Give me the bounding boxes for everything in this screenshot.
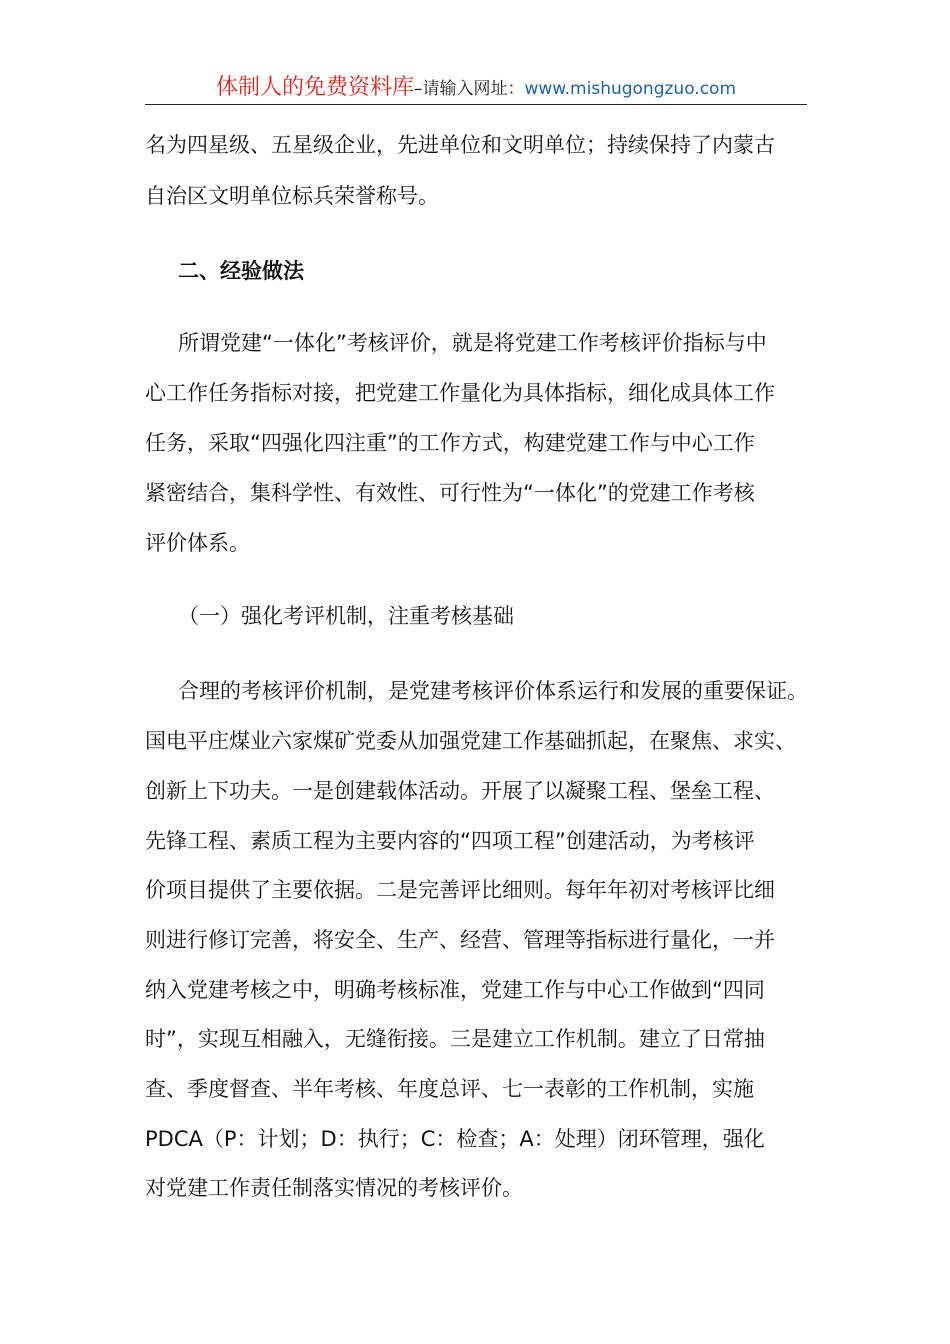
body-line: PDCA（P：计划；D：执行；C：检查；A：处理）闭环管理，强化	[145, 1127, 765, 1151]
section-heading: 二、经验做法	[178, 259, 304, 283]
body-line: 名为四星级、五星级企业，先进单位和文明单位；持续保持了内蒙古	[145, 133, 775, 157]
body-line: 查、季度督查、半年考核、年度总评、七一表彰的工作机制，实施	[145, 1077, 754, 1101]
paragraph-first-line: 合理的考核评价机制，是党建考核评价体系运行和发展的重要保证。	[178, 679, 808, 703]
header-brand: 体制人的免费资料库	[215, 75, 414, 100]
body-line: 价项目提供了主要依据。二是完善评比细则。每年年初对考核评比细	[145, 878, 775, 902]
body-line: 对党建工作责任制落实情况的考核评价。	[145, 1176, 523, 1200]
body-line: 任务，采取“四强化四注重”的工作方式，构建党建工作与中心工作	[145, 431, 755, 455]
body-line: 评价体系。	[145, 531, 250, 555]
page-header	[145, 74, 807, 105]
header-url[interactable]: www.mishugongzuo.com	[524, 79, 737, 99]
body-line: 时”，实现互相融入，无缝衔接。三是建立工作机制。建立了日常抽	[145, 1027, 765, 1051]
subsection-heading: （一）强化考评机制，注重考核基础	[178, 604, 514, 628]
body-line: 国电平庄煤业六家煤矿党委从加强党建工作基础抓起，在聚焦、求实、	[145, 729, 796, 753]
body-line: 先锋工程、素质工程为主要内容的“四项工程”创建活动，为考核评	[145, 829, 755, 853]
body-line: 则进行修订完善，将安全、生产、经营、管理等指标进行量化，一并	[145, 928, 775, 952]
paragraph-first-line: 所谓党建“一体化”考核评价，就是将党建工作考核评价指标与中	[178, 331, 767, 355]
body-line: 创新上下功夫。一是创建载体活动。开展了以凝聚工程、堡垒工程、	[145, 779, 775, 803]
body-line: 自治区文明单位标兵荣誉称号。	[145, 184, 439, 208]
header-prompt: –请输入网址：	[414, 79, 525, 99]
body-line: 心工作任务指标对接，把党建工作量化为具体指标，细化成具体工作	[145, 381, 775, 405]
body-line: 纳入党建考核之中，明确考核标准，党建工作与中心工作做到“四同	[145, 978, 765, 1002]
body-line: 紧密结合，集科学性、有效性、可行性为“一体化”的党建工作考核	[145, 481, 755, 505]
